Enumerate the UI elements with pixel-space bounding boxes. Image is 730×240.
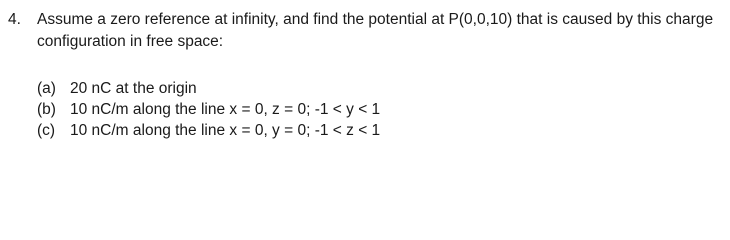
- problem-number: 4.: [8, 11, 21, 28]
- problem-4: [8, 9, 723, 53]
- part-b: [37, 99, 380, 120]
- part-a: [37, 78, 380, 99]
- part-c: [37, 120, 380, 141]
- part-text: 10 nC/m along the line x = 0, z = 0; -1 < y < 1: [70, 101, 381, 118]
- part-text: 10 nC/m along the line x = 0, y = 0; -1 < z < 1: [70, 122, 381, 139]
- part-label: (b): [37, 101, 56, 118]
- part-label: (a): [37, 80, 56, 97]
- part-text: 20 nC at the origin: [70, 80, 197, 97]
- problem-text: Assume a zero reference at infinity, and find the potential at P(0,0,10) that is caused by this charge configuration in free space:: [37, 11, 714, 50]
- part-label: (c): [37, 122, 56, 139]
- problem-statement: [8, 9, 723, 53]
- problem-parts-list: [37, 78, 380, 141]
